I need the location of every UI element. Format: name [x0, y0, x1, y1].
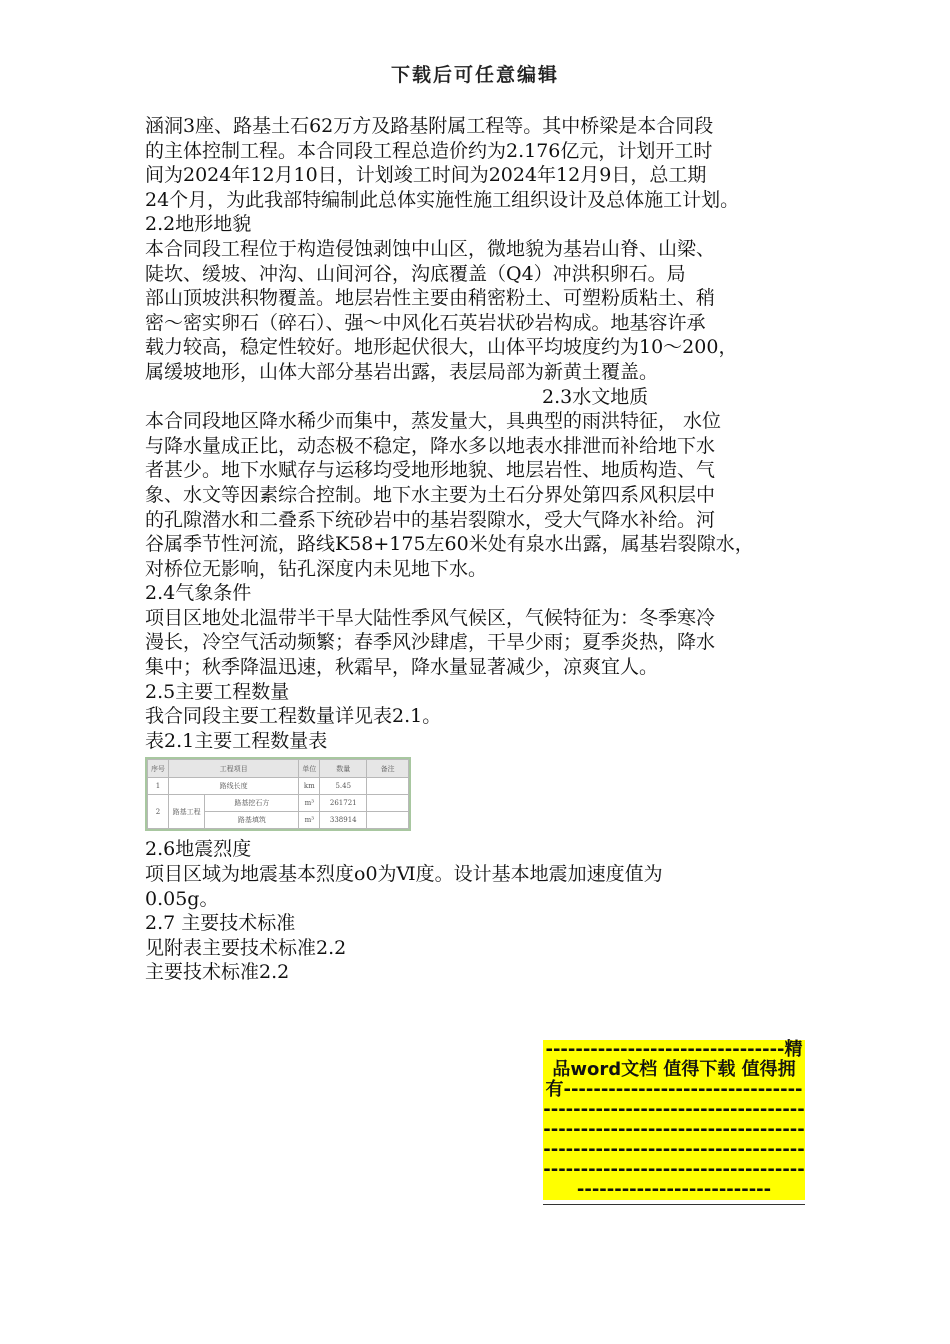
section-heading: 2.2地形地貌 [145, 213, 252, 236]
divider [543, 1204, 805, 1205]
text-line: 我合同段主要工程数量详见表2.1。 [145, 705, 442, 728]
header-cell: 单位 [299, 760, 320, 777]
text-line: 集中；秋季降温迅速，秋霜早，降水量显著减少，凉爽宜人。 [145, 656, 659, 679]
table-cell: km [299, 777, 320, 794]
table-cell [367, 777, 409, 794]
table-cell: 路基填筑 [205, 812, 299, 829]
table-caption: 表2.1主要工程数量表 [145, 729, 328, 752]
text-line: 见附表主要技术标准2.2 [145, 936, 347, 959]
text-line: 密～密实卵石（碎石）、强～中风化石英岩状砂岩构成。地基容许承 [145, 311, 706, 334]
table-row [148, 777, 409, 794]
text-line: 象、水文等因素综合控制。地下水主要为土石分界处第四系风积层中 [145, 483, 716, 506]
text-line: 谷属季节性河流，路线K58+175左60米处有泉水出露，属基岩裂隙水， [145, 533, 754, 556]
promo-text: --------------------------------精品word文档 值得下载 值得拥有------------------------------------------------------------------------------------------------------------------------------------------------------------------------------------------------------ [543, 1039, 805, 1200]
section-heading: 2.3水文地质 [542, 385, 649, 408]
table-cell: 2 [148, 794, 169, 829]
document-body [145, 114, 815, 985]
table-cell: m³ [299, 794, 320, 811]
text-line: 24个月，为此我部特编制此总体实施性施工组织设计及总体施工计划。 [145, 188, 740, 211]
text-line: 与降水量成正比，动态极不稳定，降水多以地表水排泄而补给地下水 [145, 434, 716, 457]
text-line: 本合同段工程位于构造侵蚀剥蚀中山区，微地貌为基岩山脊、山梁、 [145, 237, 716, 260]
quantity-table [147, 759, 409, 829]
page-header: 下载后可任意编辑 [390, 64, 559, 86]
promo-banner [543, 1040, 805, 1205]
text-line: 漫长，冷空气活动频繁；春季风沙肆虐，干旱少雨；夏季炎热，降水 [145, 631, 716, 654]
table-cell: 路基挖石方 [205, 794, 299, 811]
text-line: 本合同段地区降水稀少而集中，蒸发量大，具典型的雨洪特征， 水位 [145, 410, 722, 433]
text-line: 项目区域为地震基本烈度o0为Ⅵ度。设计基本地震加速度值为 [145, 863, 663, 886]
table-header-row [148, 760, 409, 777]
text-line: 陡坎、缓坡、冲沟、山间河谷，沟底覆盖（Q4）冲洪积卵石。局 [145, 262, 686, 285]
section-heading: 2.7 主要技术标准 [145, 912, 296, 935]
quantity-table-image [145, 757, 411, 831]
text-line: 涵洞3座、路基土石62万方及路基附属工程等。其中桥梁是本合同段 [145, 115, 714, 137]
text-line: 对桥位无影响，钻孔深度内未见地下水。 [145, 557, 488, 580]
table-cell: 路线长度 [168, 777, 299, 794]
table-cell: 261721 [320, 794, 367, 811]
text-line: 0.05g。 [145, 887, 219, 910]
text-line: 者甚少。地下水赋存与运移均受地形地貌、地层岩性、地质构造、气 [145, 459, 716, 482]
section-heading: 2.6地震烈度 [145, 838, 252, 861]
section-heading: 2.4气象条件 [145, 582, 252, 605]
text-line: 载力较高，稳定性较好。地形起伏很大，山体平均坡度约为10～200， [145, 336, 738, 359]
table-row [148, 794, 409, 811]
table-cell [367, 794, 409, 811]
table-cell: 路基工程 [168, 794, 205, 829]
section-heading: 2.5主要工程数量 [145, 680, 290, 703]
table-cell: 5.45 [320, 777, 367, 794]
table-cell: 338914 [320, 812, 367, 829]
text-line: 主要技术标准2.2 [145, 961, 290, 984]
text-line: 属缓坡地形，山体大部分基岩出露，表层局部为新黄土覆盖。 [145, 360, 659, 383]
header-cell: 数量 [320, 760, 367, 777]
table-cell [367, 812, 409, 829]
text-line: 部山顶坡洪积物覆盖。地层岩性主要由稍密粉土、可塑粉质粘土、稍 [145, 287, 716, 310]
header-cell: 备注 [367, 760, 409, 777]
text-line: 项目区地处北温带半干旱大陆性季风气候区，气候特征为：冬季寒冷 [145, 606, 716, 629]
header-cell: 工程项目 [168, 760, 299, 777]
table-cell: m³ [299, 812, 320, 829]
text-line: 的孔隙潜水和二叠系下统砂岩中的基岩裂隙水，受大气降水补给。河 [145, 508, 716, 531]
table-cell: 1 [148, 777, 169, 794]
text-line: 的主体控制工程。本合同段工程总造价约为2.176亿元，计划开工时 [145, 139, 713, 162]
header-cell: 序号 [148, 760, 169, 777]
text-line: 间为2024年12月10日，计划竣工时间为2024年12月9日，总工期 [145, 164, 707, 187]
